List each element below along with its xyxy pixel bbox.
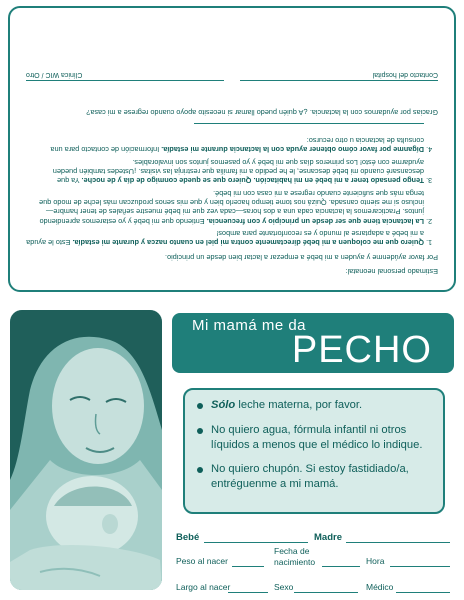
time-label: Hora bbox=[366, 556, 385, 566]
instruction-text: No quiero agua, fórmula infantil ni otros líquidos a menos que el médico lo indique. bbox=[211, 423, 423, 451]
letter-item bbox=[26, 157, 424, 185]
letter-item-bold: La lactancia tiene que ser desde un principio y con frecuencia. bbox=[206, 216, 424, 226]
baby-name-label: Bebé bbox=[176, 532, 200, 543]
instruction-item bbox=[197, 398, 433, 413]
letter-item-bold: Díganme por favor cómo obtener ayuda con la lactancia durante mi estadía. bbox=[161, 145, 424, 155]
letter-item-text: Esto le ayuda a mi bebé a adaptarse al mundo y es reconfortante para ambos! bbox=[26, 229, 424, 248]
letter-item bbox=[26, 188, 424, 225]
birth-length-label: Largo al nacer bbox=[176, 582, 231, 592]
letter-item-text: Ya que descansaré cuando mi bebé descanse, le he pedido a mi familia que restrinja las visitas. ¡Ustedes también pueden ayudarme con ésto! Los primeros días que mi bebé y yo pasemos juntos son invalorables. bbox=[52, 157, 424, 186]
letter-frame bbox=[8, 6, 456, 292]
birth-length-field[interactable] bbox=[228, 592, 268, 593]
baby-name-field[interactable] bbox=[204, 542, 308, 543]
instruction-item bbox=[197, 462, 433, 492]
letter-item-text: Entiendo que mi bebé y yo estaremos aprendiendo juntos. Practicaremos la lactancia cada una a dos horas—cada vez que mi bebé muestre señales de tener hambre—incluso si me siento cansada. Quizá nos tome tiempo hacerlo bien y que mis senos produzcan más leche de modo que tenga más que suficiente cuando regrese a mi casa con mi bebé. bbox=[39, 188, 424, 226]
birth-weight-label: Peso al nacer bbox=[176, 556, 228, 566]
signature-hospital bbox=[240, 69, 438, 93]
instructions-box bbox=[183, 388, 445, 514]
mother-name-label: Madre bbox=[314, 532, 342, 543]
neonatal-letter bbox=[10, 8, 454, 290]
hospital-contact-line[interactable] bbox=[240, 80, 438, 93]
letter-thanks: Gracias por ayudarnos con la lactancia. ¿A quién puedo llamar si necesito apoyo cuando regrese a mi casa? bbox=[86, 107, 438, 117]
letter-greeting: Estimado personal neonatal: bbox=[345, 267, 438, 276]
contact-line[interactable] bbox=[194, 123, 424, 134]
letter-item-bold: Tengo pensado tener a mi bebé en mi habitación. Quiero que se quede conmigo de día y de noche. bbox=[81, 176, 424, 186]
banner-subtitle: Mi mamá me da bbox=[192, 317, 307, 334]
sex-field[interactable] bbox=[294, 592, 358, 593]
bullet-dot-icon bbox=[197, 428, 203, 434]
hospital-contact-label: Contacto del hospital bbox=[372, 71, 438, 79]
mother-baby-photo bbox=[10, 310, 162, 590]
birth-date-field[interactable] bbox=[322, 566, 360, 567]
instruction-text: No quiero chupón. Si estoy fastidiado/a, entréguenme a mi mamá. bbox=[211, 463, 409, 491]
instruction-item bbox=[197, 423, 433, 453]
letter-intro: Por favor ayúdenme y ayuden a mi bebé a empezar a lactar bien desde un principio. bbox=[165, 252, 438, 262]
doctor-field[interactable] bbox=[396, 592, 450, 593]
banner-title: PECHO bbox=[291, 329, 432, 371]
signature-row bbox=[26, 69, 438, 93]
signature-wic bbox=[26, 69, 224, 93]
doctor-label: Médico bbox=[366, 582, 394, 592]
birth-date-label: Fecha de nacimiento bbox=[274, 546, 316, 568]
letter-item bbox=[26, 229, 424, 248]
baby-info-form bbox=[176, 530, 458, 596]
birth-weight-field[interactable] bbox=[232, 566, 264, 567]
letter-item bbox=[26, 123, 424, 155]
wic-contact-line[interactable] bbox=[26, 80, 224, 93]
letter-item-bold: Quiero que me coloquen a mi bebé directamente contra mi piel en cuanto nazca y durante mi estadía. bbox=[72, 238, 424, 248]
instruction-body: leche materna, por favor. bbox=[235, 399, 363, 411]
sex-label: Sexo bbox=[274, 582, 294, 592]
instruction-text bbox=[211, 398, 362, 413]
letter-item-text: Información de contacto para una consulta de lactancia u otro recurso: bbox=[50, 136, 424, 155]
letter-list bbox=[26, 123, 438, 248]
mother-baby-illustration bbox=[10, 310, 162, 590]
time-field[interactable] bbox=[390, 566, 450, 567]
bullet-dot-icon bbox=[197, 467, 203, 473]
instruction-emphasis: Sólo bbox=[211, 399, 236, 411]
mother-name-field[interactable] bbox=[346, 542, 450, 543]
bullet-dot-icon bbox=[197, 403, 203, 409]
wic-contact-label: Clínica WIC / Otro bbox=[26, 71, 83, 79]
title-banner bbox=[172, 313, 454, 373]
